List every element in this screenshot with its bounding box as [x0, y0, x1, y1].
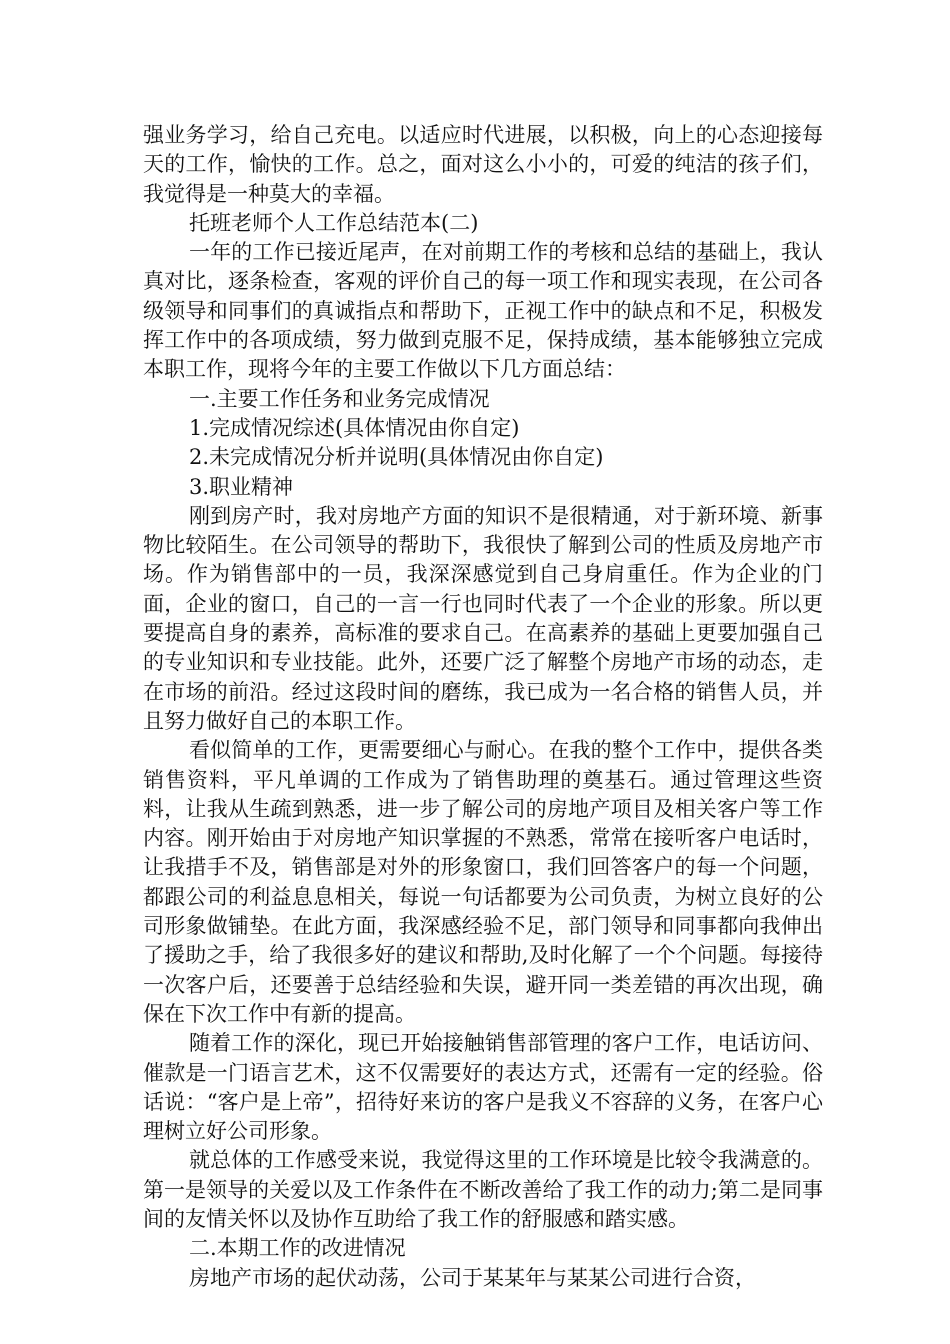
- paragraph-continuation: 强业务学习，给自己充电。以适应时代进展，以积极，向上的心态迎接每天的工作，愉快的工作。总之，面对这么小小的，可爱的纯洁的孩子们，我觉得是一种莫大的幸福。: [143, 123, 823, 206]
- document-page: [143, 121, 823, 1293]
- heading-improvements: 二.本期工作的改进情况: [189, 1236, 406, 1261]
- heading-completion-summary: 1.完成情况综述(具体情况由你自定): [189, 415, 520, 440]
- paragraph-sales-materials: 看似简单的工作，更需要细心与耐心。在我的整个工作中，提供各类销售资料，平凡单调的工作成为了销售助理的奠基石。通过管理这些资料，让我从生疏到熟悉，进一步了解公司的房地产项目及相关客户等工作内容。刚开始由于对房地产知识掌握的不熟悉，常常在接听客户电话时，让我措手不及，销售部是对外的形象窗口，我们回答客户的每一个问题，都跟公司的利益息息相关，每说一句话都要为公司负责，为树立良好的公司形象做铺垫。在此方面，我深感经验不足，部门领导和同事都向我伸出了援助之手，给了我很多好的建议和帮助,及时化解了一个个问题。每接待一次客户后，还要善于总结经验和失误，避开同一类差错的再次出现，确保在下次工作中有新的提高。: [143, 738, 823, 1026]
- paragraph-customer-work: 随着工作的深化，现已开始接触销售部管理的客户工作，电话访问、催款是一门语言艺术，这不仅需要好的表达方式，还需有一定的经验。俗话说：“客户是上帝”，招待好来访的客户是我义不容辞的义务，在客户心理树立好公司形象。: [143, 1031, 823, 1144]
- paragraph-improvements: 房地产市场的起伏动荡，公司于某某年与某某公司进行合资，: [189, 1265, 756, 1290]
- paragraph-intro: 一年的工作已接近尾声，在对前期工作的考核和总结的基础上，我认真对比，逐条检查，客观的评价自己的每一项工作和现实表现，在公司各级领导和同事们的真诚指点和帮助下，正视工作中的缺点和不足，积极发挥工作中的各项成绩，努力做到克服不足，保持成绩，基本能够独立完成本职工作，现将今年的主要工作做以下几方面总结：: [143, 240, 823, 382]
- heading-incomplete-analysis: 2.未完成情况分析并说明(具体情况由你自定): [189, 445, 604, 470]
- section-title: 托班老师个人工作总结范本(二): [189, 210, 479, 235]
- paragraph-overall-feeling: 就总体的工作感受来说，我觉得这里的工作环境是比较令我满意的。第一是领导的关爱以及工作条件在不断改善给了我工作的动力;第二是同事间的友情关怀以及协作互助给了我工作的舒服感和踏实感。: [143, 1148, 823, 1231]
- heading-main-tasks: 一.主要工作任务和业务完成情况: [189, 386, 490, 411]
- paragraph-professionalism: 刚到房产时，我对房地产方面的知识不是很精通，对于新环境、新事物比较陌生。在公司领导的帮助下，我很快了解到公司的性质及房地产市场。作为销售部中的一员，我深深感觉到自己身肩重任。作为企业的门面，企业的窗口，自己的一言一行也同时代表了一个企业的形象。所以更要提高自身的素养，高标准的要求自己。在高素养的基础上更要加强自己的专业知识和专业技能。此外，还要广泛了解整个房地产市场的动态，走在市场的前沿。经过这段时间的磨练，我已成为一名合格的销售人员，并且努力做好自己的本职工作。: [143, 503, 823, 733]
- heading-professionalism: 3.职业精神: [189, 474, 294, 499]
